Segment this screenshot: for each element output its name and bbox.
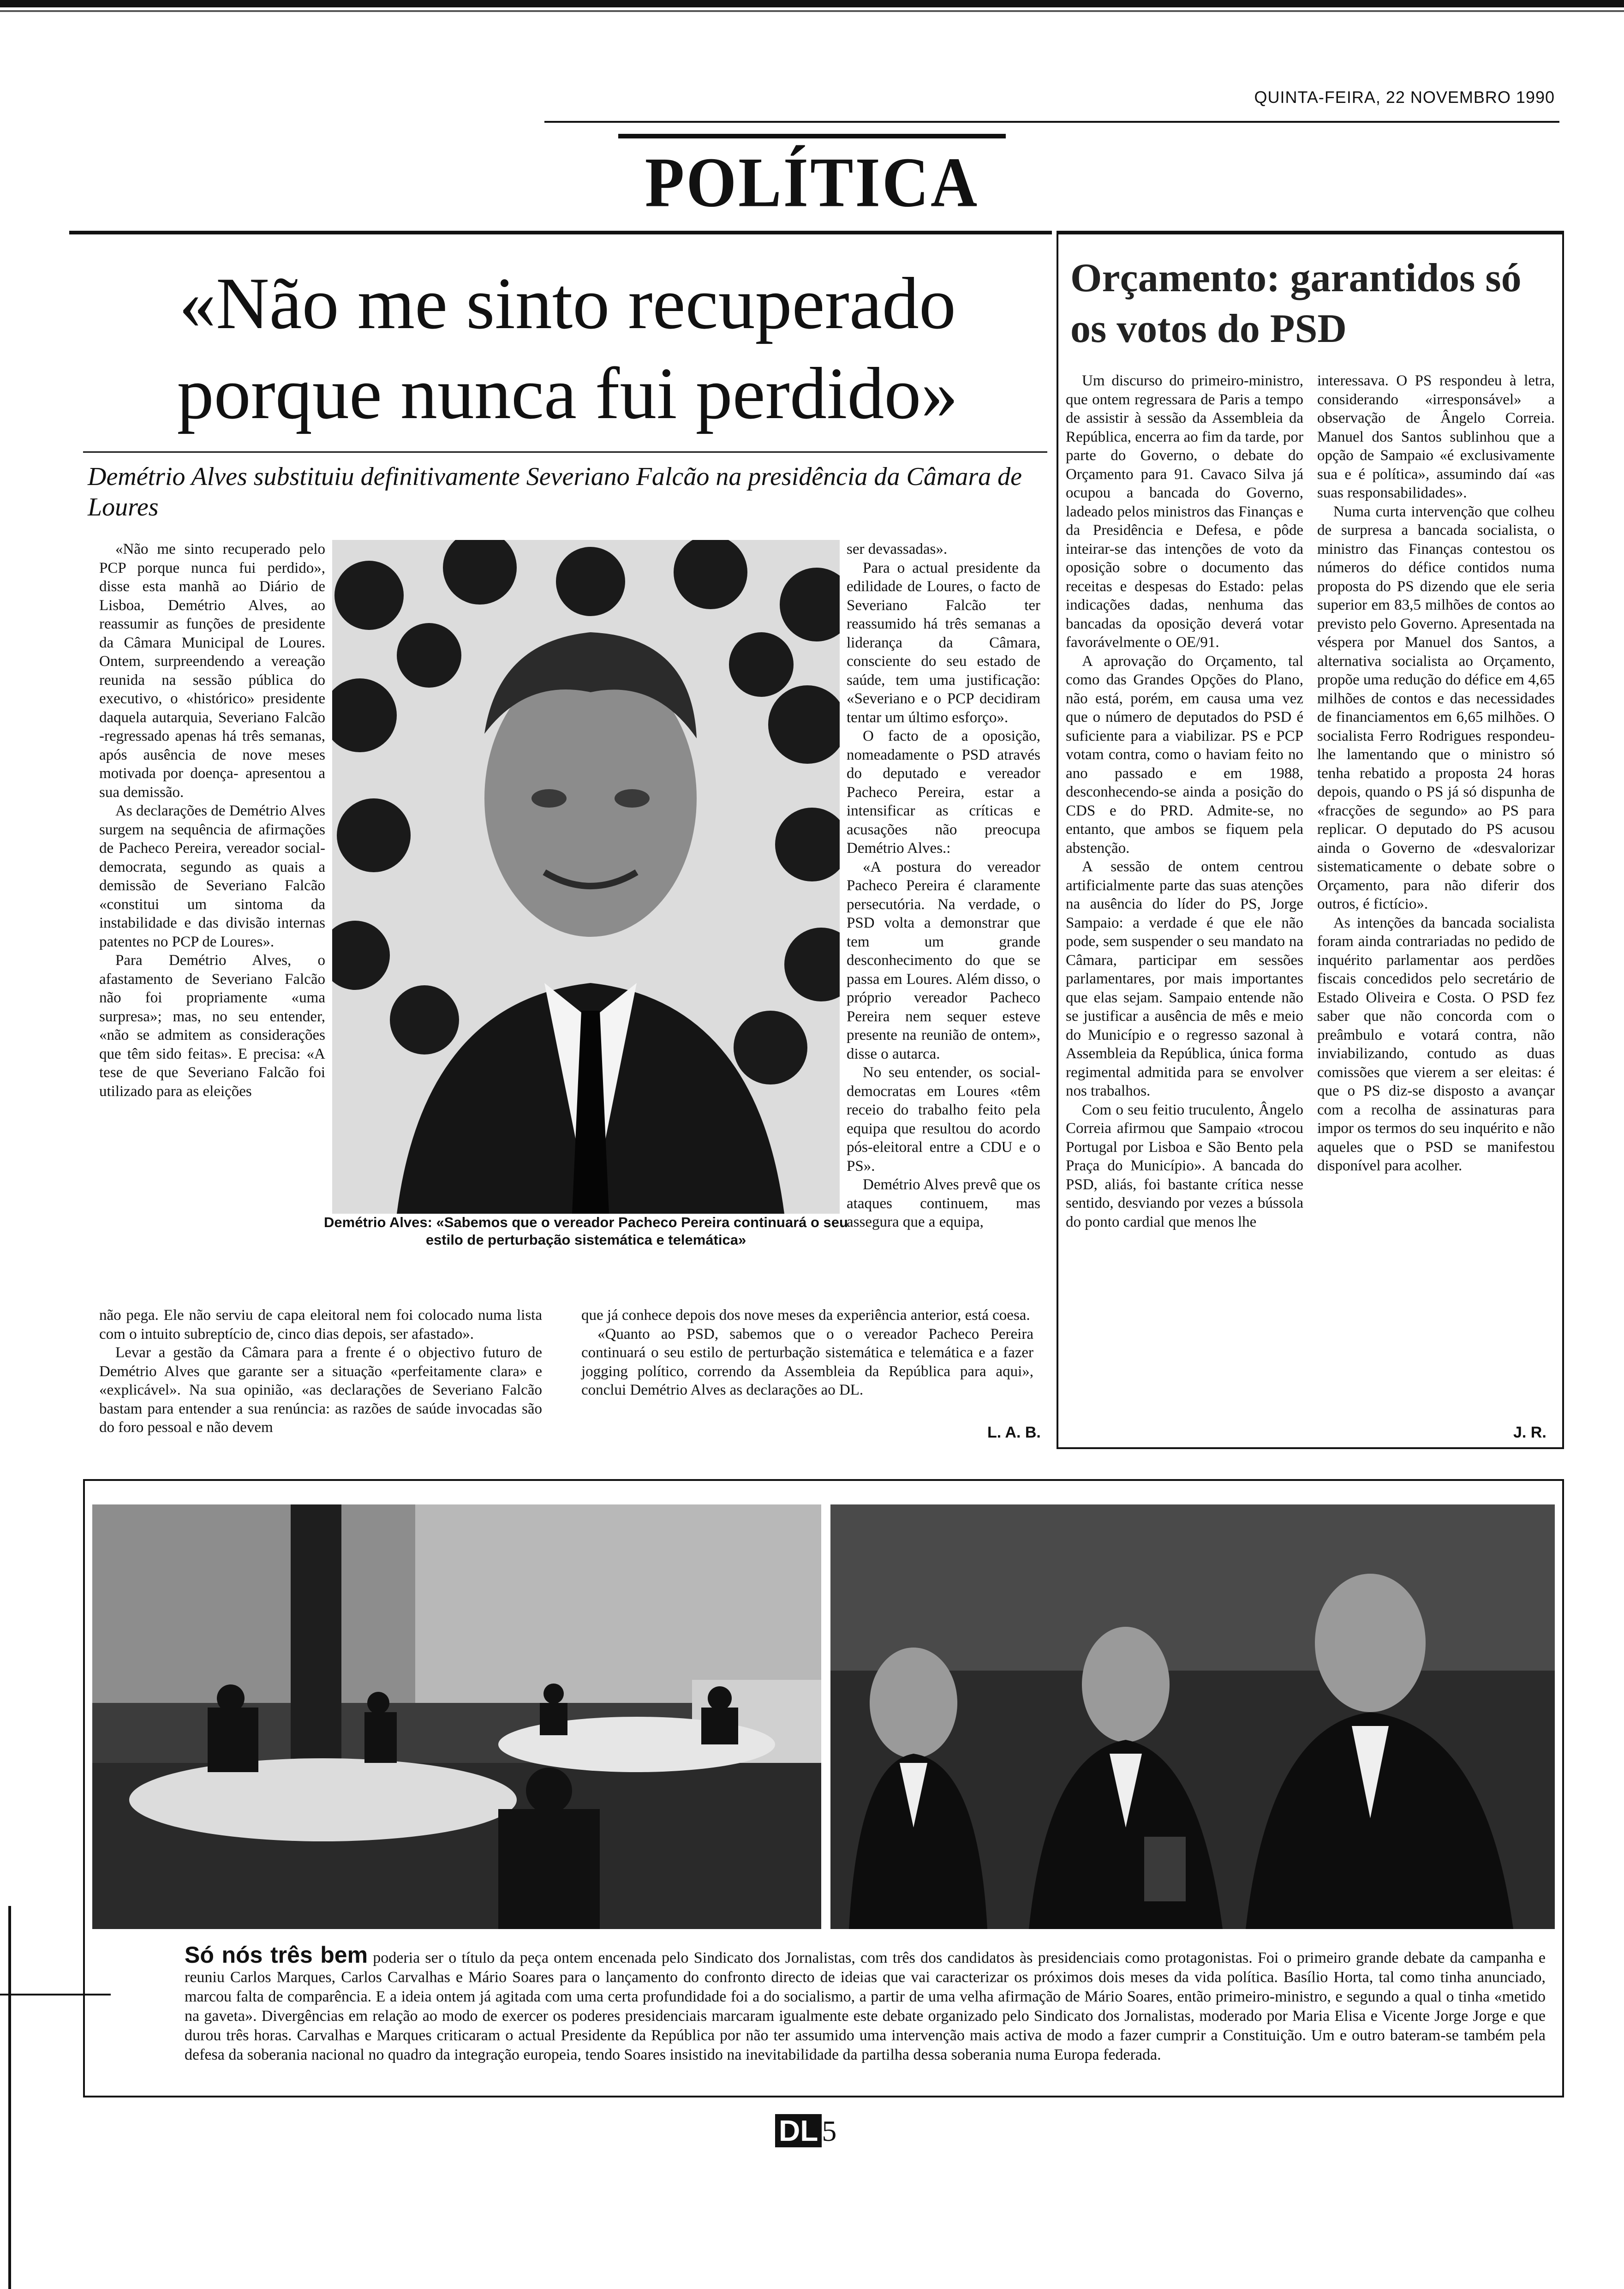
paragraph: «Quanto ao PSD, sabemos que o o vereador Pacheco Pereira continuará o seu estilo de perturbação sistemática e telemática e a fazer jogging político, correndo da Assembleia da República para aqui», conclui Demétrio Alves as declarações ao DL. <box>581 1325 1033 1398</box>
main-column-bottom-right <box>581 1306 1033 1400</box>
top-edge-bar <box>0 0 1624 7</box>
top-edge-line <box>0 10 1624 12</box>
side-column-2 <box>1317 372 1555 1175</box>
page-number: 5 <box>822 2115 837 2147</box>
page-folio <box>775 2114 836 2148</box>
debate-room-illustration <box>92 1504 821 1929</box>
side-column-1 <box>1066 372 1303 1231</box>
section-rule <box>618 134 1006 138</box>
date-rule <box>544 121 1559 123</box>
margin-mark <box>0 1994 111 1995</box>
dl-logo: DL <box>775 2114 822 2147</box>
side-headline: Orçamento: garantidos só os votos do PSD <box>1070 256 1522 351</box>
main-column-1 <box>99 540 325 1101</box>
paragraph: As intenções da bancada socialista foram ainda contrariadas no pedido de inquérito parlamentar aos perdões fiscais concedidos pelo secretário de Estado Oliveira e Costa. O PSD fez saber que não concorda com o preâmbulo e votará contra, não inviabilizando, contudo as duas comissões que vierem a ser eleitas: é que o PS diz-se disposto a avançar com a recolha de assinaturas para impor os termos do seu inquérito e não aqueles que o PSD se manifestou disponível para acolher. <box>1317 914 1555 1174</box>
portrait-photo <box>332 540 840 1214</box>
paragraph: Demétrio Alves prevê que os ataques continuem, mas assegura que a equipa, <box>847 1176 1040 1230</box>
photo-caption: Demétrio Alves: «Sabemos que o vereador Pacheco Pereira continuará o seu estilo de perturbação sistemática e telemática» <box>324 1214 848 1248</box>
paragraph: Levar a gestão da Câmara para a frente é o objectivo futuro de Demétrio Alves que garante ser a situação «perfeitamente clara» e «explicável». Na sua opinião, «as declarações de Severiano Falcão bastam para entender a sua renúncia: as razões de saúde invocadas são do foro pessoal e não devem <box>99 1344 542 1436</box>
paragraph: A sessão de ontem centrou artificialmente parte das suas atenções na ausência do líder do PS, Jorge Sampaio: a verdade é que ele não pode, sem suspender o seu mandato na Câmara, participar em sessões parlamentares, por mais importantes que elas sejam. Sampaio entende não se justificar a ausência de mês e meio do Município e o regresso sazonal à Assembleia da República, única forma regimental admitida para se envolver nos trabalhos. <box>1066 858 1303 1099</box>
side-signature: J. R. <box>1513 1424 1546 1441</box>
caption-text: poderia ser o título da peça ontem encenada pelo Sindicato dos Jornalistas, com três dos candidatos às presidenciais como protagonistas. Foi o primeiro grande debate da campanha e reuniu Carlos Marques, Carlos Carvalhas e Mário Soares para o lançamento do confronto directo de ideias que vai caracterizar os próximos dois meses da vida política. Basílio Horta, tal como tinha anunciado, marcou falta de comparência. E a ideia ontem já agitada com uma certa profundidade foi a do socialismo, a partir de uma velha afirmação de Mário Soares, então primeiro-ministro, e segundo a qual o tinha «metido na gaveta». Divergências em relação ao modo de exercer os poderes presidenciais marcaram igualmente este debate organizado pelo Sindicato dos Jornalistas, moderado por Maria Elisa e Vicente Jorge Jorge e que durou três horas. Carvalhas e Marques criticaram o actual Presidente da República por não ter assumido uma intervenção mais activa de modo a fazer cumprir a Constituição. Um e outro bateram-se também pela defesa da soberania nacional no quadro da integração europeia, tendo Soares insistido na inevitabilidade da partilha dessa soberania numa Europa federada. <box>185 1949 1546 2063</box>
section-title: POLÍTICA <box>645 143 979 222</box>
portrait-illustration <box>332 540 840 1214</box>
paragraph: Numa curta intervenção que colheu de surpresa a bancada socialista, o ministro das Finanças contestou os números do défice contidos numa proposta do PS dizendo que ele seria superior em 83,5 milhões de contos ao previsto pelo Governo. Apresentada na véspera por Manuel dos Santos, a alternativa socialista ao Orçamento, propõe uma redução do défice em 4,65 milhões de contos e das necessidades de financiamentos em 6,65 milhões. O socialista Ferro Rodrigues respondeu-lhe lamentando que o ministro só tenha rebatido a proposta 24 horas depois, quando o PS já só dispunha de «fracções de segundo» ao PS para replicar. O deputado do PS acusou ainda o Governo de «desvalorizar sistematicamente o debate sobre o Orçamento, para não diferir dos outros, é fictício». <box>1317 503 1555 912</box>
paragraph: No seu entender, os social-democratas em Loures «têm receio do trabalho feito pela equipa que resultou do acordo pós-eleitoral entre a CDU e o PS». <box>847 1064 1040 1174</box>
paragraph: interessava. O PS respondeu à letra, considerando «irresponsável» a observação de Ângelo Correia. Manuel dos Santos sublinhou que a opção de Sampaio «é exclusivamente sua e é política», assumindo daí «as suas responsabilidades». <box>1317 372 1555 501</box>
paragraph: que já conhece depois dos nove meses da experiência anterior, está coesa. <box>581 1307 1030 1324</box>
main-signature: L. A. B. <box>987 1424 1041 1441</box>
subhead-rule <box>83 451 1047 453</box>
paragraph: não pega. Ele não serviu de capa eleitoral nem foi colocado numa lista com o intuito subreptício de, cinco dias depois, ser afastado». <box>99 1307 542 1342</box>
main-subhead: Demétrio Alves substituiu definitivamente Severiano Falcão na presidência da Câmara de Loures <box>88 462 1022 521</box>
paragraph: A aprovação do Orçamento, tal como das Grandes Opções do Plano, não está, porém, em causa uma vez que o número de deputados do PSD é suficiente para a viabilizar. PS e PCP votam contra, como o haviam feito no ano passado e em 1988, desconhecendo-se ainda a posição do CDS e do PRD. Admite-se, no entanto, que ambos se fiquem pela abstenção. <box>1066 653 1303 857</box>
paragraph: ser devassadas». <box>847 541 948 557</box>
main-column-3 <box>847 540 1040 1232</box>
paragraph: Com o seu feitio truculento, Ângelo Correia afirmou que Sampaio «trocou Portugal por Lisboa e São Bento pela Praça do Município». A bancada do PSD, aliás, foi bastante crítica nesse sentido, desviando por vezes a bússola do ponto cardial que menos lhe <box>1066 1101 1303 1230</box>
photo-feature-caption <box>185 1942 1546 2065</box>
paragraph: Um discurso do primeiro-ministro, que ontem regressara de Paris a tempo de assistir à sessão da Assembleia da República, encerra ao fim da tarde, por parte do Governo, o debate do Orçamento para 91. Cavaco Silva já ocupou a bancada do Governo, ladeado pelos ministros das Finanças e da Presidência e Defesa, e pôde inteirar-se das intenções de voto da oposição sobre o documento das receitas e despesas do Estado: pelas indicações dadas, nenhuma das bancadas da oposição deverá votar favorávelmente o OE/91. <box>1066 372 1303 651</box>
issue-date: QUINTA-FEIRA, 22 NOVEMBRO 1990 <box>1254 88 1555 107</box>
paragraph: «Não me sinto recuperado pelo PCP porque nunca fui perdido», disse esta manhã ao Diário de Lisboa, Demétrio Alves, ao reassumir as funções de presidente da Câmara Municipal de Loures. Ontem, surpreendendo a vereação reunida na sessão pública do executivo, o «histórico» presidente daquela autarquia, Severiano Falcão -regressado apenas há três semanas, após ausência de nove meses motivada por doença- apresentou a sua demissão. <box>99 541 325 801</box>
caption-lead: Só nós três bem <box>185 1942 368 1968</box>
margin-mark <box>8 1906 11 2289</box>
main-headline: «Não me sinto recuperado porque nunca fui perdido» <box>177 262 958 434</box>
debate-room-photo <box>92 1504 821 1929</box>
paragraph: Para o actual presidente da edilidade de Loures, o facto de Severiano Falcão ter reassumido há três semanas a liderança da Câmara, consciente do seu estado de saúde, tem uma justificação: «Severiano e o PCP decidiram tentar um último esforço». <box>847 559 1040 726</box>
paragraph: Para Demétrio Alves, o afastamento de Severiano Falcão não foi propriamente «uma surpresa»; mas, no seu entender, «não se admitem as considerações que têm sido feitas». E precisa: «A tese de que Severiano Falcão foi utilizado para as eleições <box>99 952 325 1100</box>
candidates-illustration <box>830 1504 1555 1929</box>
paragraph: «A postura do vereador Pacheco Pereira é claramente persecutória. Na verdade, o PSD volta a demonstrar que tem um grande desconhecimento do que se passa em Loures. Além disso, o próprio vereador Pacheco Pereira nem sequer esteve presente na reunião de ontem», disse o autarca. <box>847 858 1040 1062</box>
paragraph: O facto de a oposição, nomeadamente o PSD através do deputado e vereador Pacheco Pereira, estar a intensificar as críticas e acusações não preocupa Demétrio Alves.: <box>847 728 1040 857</box>
paragraph: As declarações de Demétrio Alves surgem na sequência de afirmações de Pacheco Pereira, vereador social-democrata, segundo as quais a demissão de Severiano Falcão «constitui um sintoma da instabilidade e das divisão internas patentes no PCP de Loures». <box>99 803 325 950</box>
candidates-photo <box>830 1504 1555 1929</box>
main-column-bottom-left <box>99 1306 542 1437</box>
